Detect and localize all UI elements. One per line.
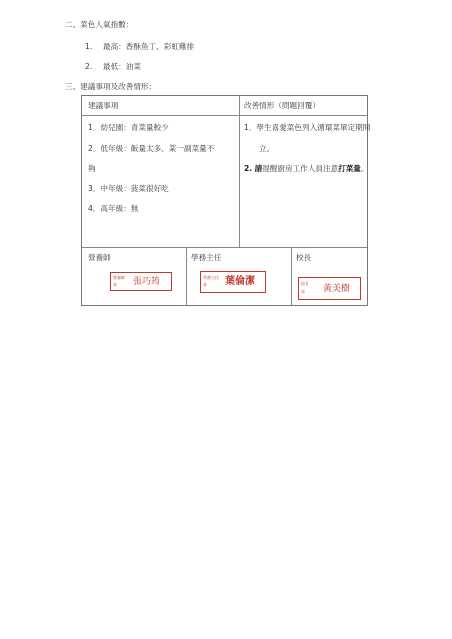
list-item-num: 1. — [85, 42, 93, 51]
suggestion-item: 1．幼兒園：青菜量較少 — [88, 123, 169, 132]
reply-text: 提醒廚房工作人員注意 — [262, 164, 339, 173]
column-header-suggestions: 建議事項 — [88, 101, 119, 110]
nutritionist-seal-stamp — [110, 272, 172, 291]
signature-label-principal: 校長 — [296, 253, 312, 262]
table-divider — [186, 247, 187, 305]
stamp-small-text: 章 — [113, 282, 117, 287]
reply-text: 。 — [360, 164, 369, 173]
stamp-name: 黃美樹 — [323, 284, 351, 294]
signature-label-academic: 學務主任 — [191, 253, 222, 262]
suggestion-item: 4．高年級：無 — [88, 204, 139, 213]
suggestion-item: 夠 — [88, 164, 96, 173]
table-divider — [82, 115, 367, 116]
reply-item — [244, 164, 369, 174]
list-item-text: 最高：香酥魚丁、彩虹雞排 — [103, 42, 195, 51]
list-item-text: 最低：油菜 — [103, 62, 141, 71]
stamp-name: 張巧筠 — [133, 277, 161, 287]
list-item-num: 2. — [85, 62, 93, 71]
table-divider — [291, 247, 292, 305]
reply-bold-word: 請 — [254, 164, 263, 173]
section-2-heading: 二、菜色人氣指數： — [65, 20, 134, 29]
section-3-heading: 三、建議事項及改善情形： — [65, 82, 157, 91]
reply-bold-word: 打菜量 — [338, 164, 361, 173]
stamp-small-text: 章 — [301, 289, 305, 294]
stamp-small-text: 營養師 — [113, 275, 125, 280]
column-header-replies: 改善情形（問題回覆） — [244, 101, 320, 110]
reply-item: 立。 — [259, 144, 275, 153]
table-divider — [239, 96, 240, 247]
reply-item: 1．學生喜愛菜色列入循環菜單定期開 — [244, 123, 371, 132]
reply-num: 2. — [244, 164, 253, 173]
stamp-small-text: 校長 — [301, 281, 309, 286]
principal-seal-stamp — [298, 277, 361, 300]
stamp-name: 葉倫潔 — [225, 276, 255, 287]
academic-director-seal-stamp — [200, 271, 266, 293]
table-divider — [82, 247, 367, 248]
suggestion-item: 2．低年級：飯量太多、某一副菜量不 — [88, 144, 215, 153]
signature-label-nutritionist: 營養師 — [88, 253, 111, 262]
suggestion-item: 3．中年級：菠菜很好吃 — [88, 184, 169, 193]
stamp-small-text: 章 — [203, 282, 207, 287]
stamp-small-text: 學務主任 — [203, 275, 219, 280]
